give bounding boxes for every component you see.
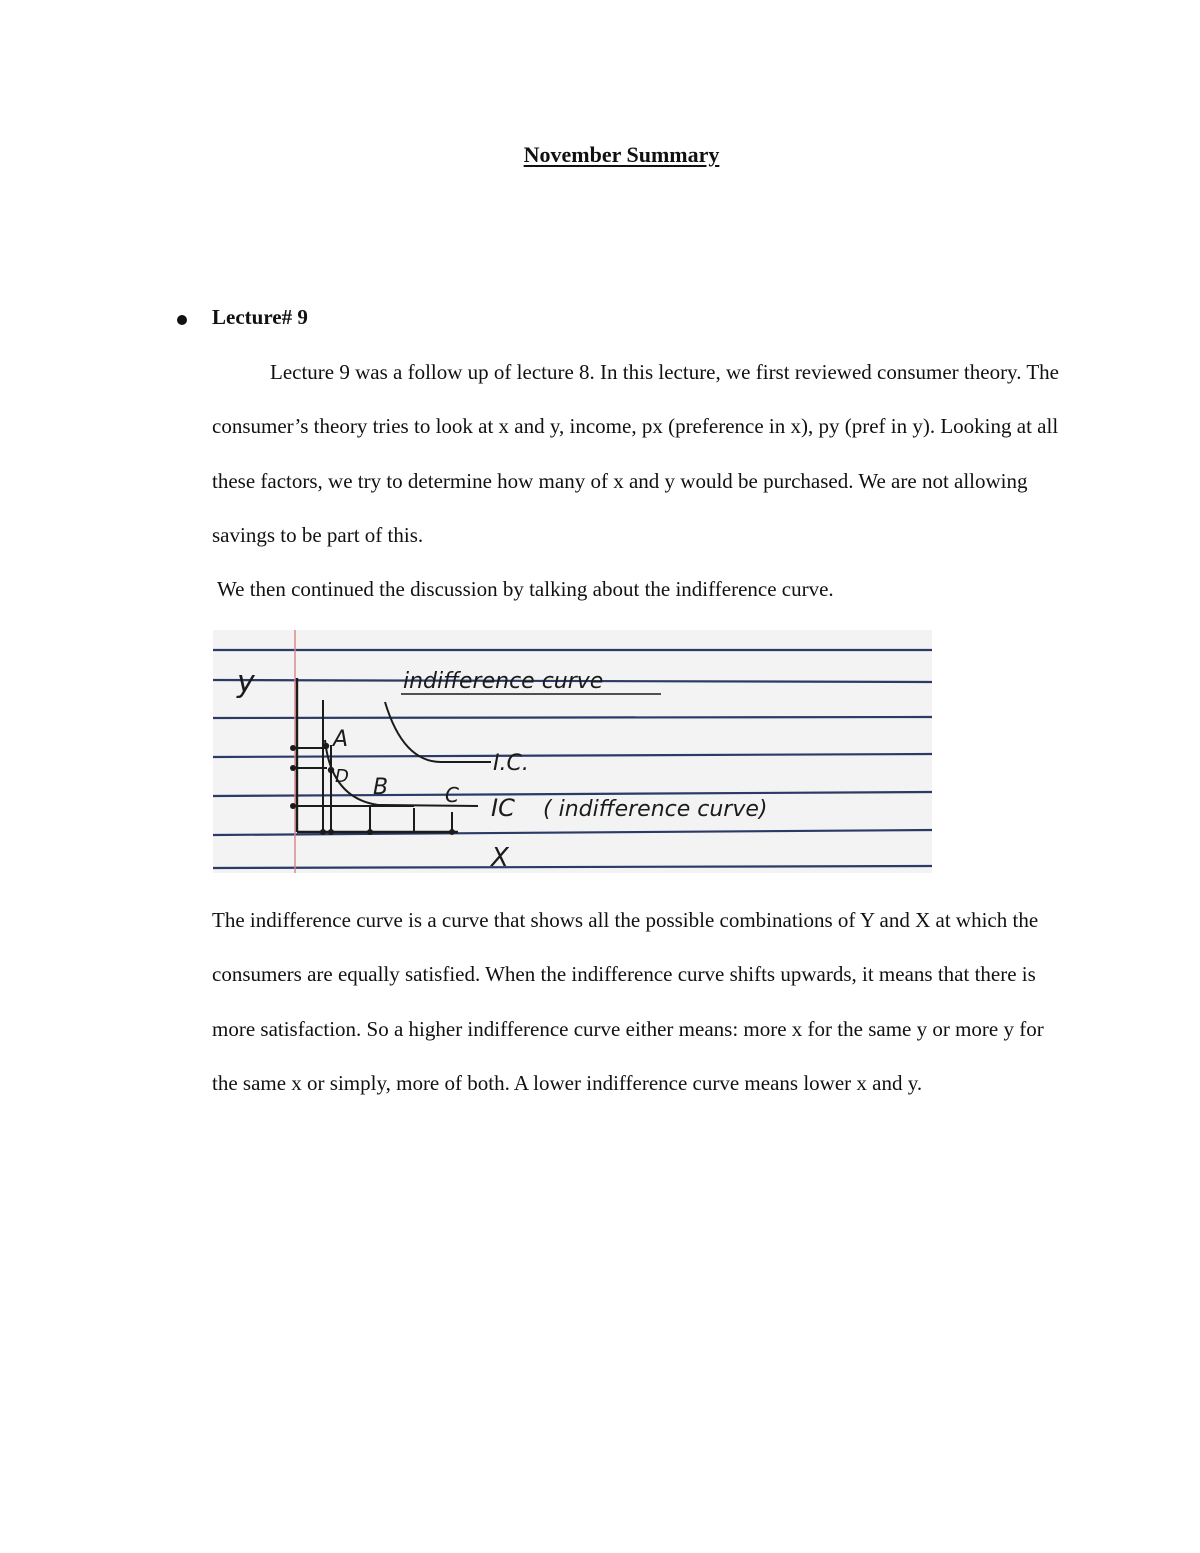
point-a-label: A [333,727,349,752]
lower-curve-label: IC [491,794,515,822]
figure-heading-label: indifference curve [403,669,604,694]
indifference-curve-sketch [213,630,932,873]
point-d-label: D [335,766,349,787]
page-title: November Summary [523,142,720,167]
upper-curve-label: I.C. [493,751,529,776]
lower-curve-note: ( indifference curve) [543,797,768,822]
upper-indifference-curve [385,702,491,762]
bullet-icon [177,315,187,325]
section-heading: Lecture# 9 [212,305,308,329]
point-d-marker [328,767,334,773]
x-axis-label: X [491,843,509,873]
paragraph-indifference-intro: We then continued the discussion by talking about the indifference curve. [217,577,834,601]
y-axis-label: y [237,665,255,700]
point-drop-lines [293,700,452,832]
point-b-label: B [373,775,389,800]
point-c-label: C [445,783,459,807]
paragraph-consumer-theory: Lecture 9 was a follow up of lecture 8. In this lecture, we first reviewed consumer theory. The consumer’s theory tries to look at x and y, income, px (preference in x), py (pref in y). Looking at all these factors, we try to determine how many of x and y would be purchased. We are not allowing savings to be part of this. [212,360,1059,548]
paragraph-indifference-definition: The indifference curve is a curve that shows all the possible combinations of Y and X at which the consumers are equally satisfied. When the indifference curve shifts upwards, it means that there is more satisfaction. So a higher indifference curve either means: more x for the same y or more y for the same x or simply, more of both. A lower indifference curve means lower x and y. [212,908,1044,1096]
point-a-marker [323,743,329,749]
